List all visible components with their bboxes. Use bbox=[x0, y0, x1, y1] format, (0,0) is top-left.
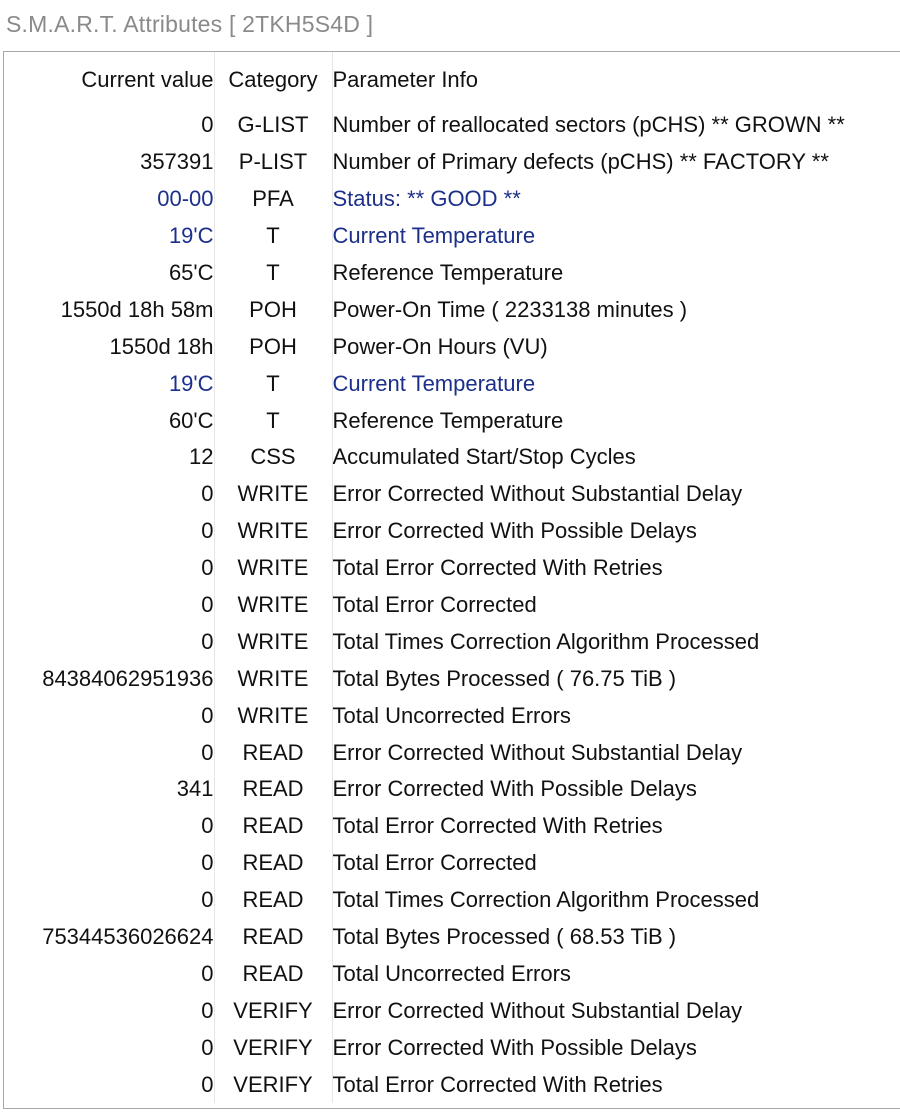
cell-category: READ bbox=[214, 771, 332, 808]
table-row[interactable] bbox=[4, 697, 899, 734]
cell-current-value: 12 bbox=[4, 439, 214, 476]
table-row[interactable] bbox=[4, 587, 899, 624]
cell-category: WRITE bbox=[214, 660, 332, 697]
cell-parameter-info: Reference Temperature bbox=[332, 407, 564, 433]
cell-parameter-info: Reference Temperature bbox=[332, 260, 564, 285]
cell-current-value: 1550d 18h bbox=[4, 328, 214, 365]
cell-category: READ bbox=[214, 919, 332, 956]
table-row[interactable] bbox=[4, 771, 899, 808]
cell-current-value: 0 bbox=[4, 476, 214, 513]
column-header-category[interactable]: Category bbox=[214, 52, 332, 107]
cell-category: READ bbox=[214, 845, 332, 882]
cell-parameter-info: Total Error Corrected With Retries bbox=[332, 1071, 663, 1097]
table-row[interactable] bbox=[4, 255, 899, 292]
table-row[interactable] bbox=[4, 439, 899, 476]
table-row[interactable] bbox=[4, 107, 899, 144]
cell-current-value: 0 bbox=[4, 845, 214, 882]
table-body bbox=[4, 107, 899, 1103]
cell-parameter-info: Total Bytes Processed ( 68.53 TiB ) bbox=[332, 924, 677, 950]
cell-category: WRITE bbox=[214, 550, 332, 587]
cell-parameter-info: Total Times Correction Algorithm Processed bbox=[332, 628, 760, 654]
cell-category: WRITE bbox=[214, 587, 332, 624]
cell-category: P-LIST bbox=[214, 144, 332, 181]
cell-current-value: 75344536026624 bbox=[4, 919, 214, 956]
table-row[interactable] bbox=[4, 291, 899, 328]
cell-parameter-info: Error Corrected With Possible Delays bbox=[332, 518, 697, 544]
column-header-parameter-info[interactable]: Parameter Info bbox=[332, 66, 479, 92]
table-row[interactable] bbox=[4, 144, 899, 181]
cell-current-value: 65'C bbox=[4, 255, 214, 292]
table-row[interactable] bbox=[4, 181, 899, 218]
cell-parameter-info: Total Uncorrected Errors bbox=[332, 960, 571, 986]
cell-current-value: 00-00 bbox=[4, 181, 214, 218]
cell-current-value: 0 bbox=[4, 1029, 214, 1066]
table-row[interactable] bbox=[4, 845, 899, 882]
cell-parameter-info: Total Error Corrected bbox=[332, 850, 537, 876]
cell-category: READ bbox=[214, 955, 332, 992]
cell-current-value: 0 bbox=[4, 808, 214, 845]
cell-parameter-info: Error Corrected Without Substantial Delay bbox=[332, 739, 743, 765]
cell-category: VERIFY bbox=[214, 1066, 332, 1103]
table-row[interactable] bbox=[4, 550, 899, 587]
table-row[interactable] bbox=[4, 513, 899, 550]
cell-parameter-info: Number of Primary defects (pCHS) ** FACTORY ** bbox=[332, 149, 829, 175]
table-row[interactable] bbox=[4, 955, 899, 992]
table-row[interactable] bbox=[4, 218, 899, 255]
table-row[interactable] bbox=[4, 1029, 899, 1066]
cell-parameter-info: Total Times Correction Algorithm Processed bbox=[332, 887, 760, 913]
cell-parameter-info: Error Corrected With Possible Delays bbox=[332, 1034, 697, 1060]
cell-parameter-info: Current Temperature bbox=[332, 370, 536, 396]
cell-current-value: 0 bbox=[4, 1066, 214, 1103]
cell-parameter-info: Total Error Corrected With Retries bbox=[332, 813, 663, 839]
cell-current-value: 19'C bbox=[4, 365, 214, 402]
cell-parameter-info: Status: ** GOOD ** bbox=[332, 186, 521, 212]
cell-parameter-info: Total Bytes Processed ( 76.75 TiB ) bbox=[332, 665, 677, 691]
cell-category: T bbox=[214, 218, 332, 255]
cell-category: READ bbox=[214, 808, 332, 845]
cell-current-value: 357391 bbox=[4, 144, 214, 181]
cell-current-value: 84384062951936 bbox=[4, 660, 214, 697]
cell-category: READ bbox=[214, 882, 332, 919]
cell-parameter-info: Power-On Hours (VU) bbox=[332, 333, 548, 359]
cell-category: PFA bbox=[214, 181, 332, 218]
table-row[interactable] bbox=[4, 1066, 899, 1103]
cell-parameter-info: Total Error Corrected With Retries bbox=[332, 555, 663, 581]
smart-attributes-table bbox=[4, 52, 899, 1103]
cell-category: POH bbox=[214, 328, 332, 365]
cell-parameter-info: Number of reallocated sectors (pCHS) ** GROWN ** bbox=[332, 112, 845, 138]
table-row[interactable] bbox=[4, 476, 899, 513]
cell-category: WRITE bbox=[214, 476, 332, 513]
table-row[interactable] bbox=[4, 919, 899, 956]
table-row[interactable] bbox=[4, 402, 899, 439]
cell-parameter-info: Current Temperature bbox=[332, 223, 536, 249]
cell-parameter-info: Total Uncorrected Errors bbox=[332, 702, 571, 728]
table-row[interactable] bbox=[4, 882, 899, 919]
table-header-row bbox=[4, 52, 899, 107]
cell-parameter-info: Error Corrected With Possible Delays bbox=[332, 776, 697, 802]
cell-category: WRITE bbox=[214, 623, 332, 660]
cell-parameter-info: Total Error Corrected bbox=[332, 592, 537, 618]
cell-current-value: 0 bbox=[4, 697, 214, 734]
cell-category: T bbox=[214, 402, 332, 439]
cell-category: T bbox=[214, 365, 332, 402]
table-row[interactable] bbox=[4, 623, 899, 660]
cell-current-value: 1550d 18h 58m bbox=[4, 291, 214, 328]
cell-current-value: 0 bbox=[4, 734, 214, 771]
cell-current-value: 341 bbox=[4, 771, 214, 808]
smart-attributes-list[interactable] bbox=[3, 51, 900, 1109]
cell-current-value: 60'C bbox=[4, 402, 214, 439]
cell-current-value: 0 bbox=[4, 882, 214, 919]
column-header-current-value[interactable]: Current value bbox=[4, 52, 214, 107]
cell-current-value: 0 bbox=[4, 513, 214, 550]
cell-parameter-info: Accumulated Start/Stop Cycles bbox=[332, 444, 636, 470]
table-row[interactable] bbox=[4, 328, 899, 365]
table-row[interactable] bbox=[4, 734, 899, 771]
cell-current-value: 0 bbox=[4, 550, 214, 587]
cell-parameter-info: Error Corrected Without Substantial Delay bbox=[332, 481, 743, 507]
cell-category: WRITE bbox=[214, 513, 332, 550]
cell-category: VERIFY bbox=[214, 992, 332, 1029]
table-row[interactable] bbox=[4, 992, 899, 1029]
table-row[interactable] bbox=[4, 365, 899, 402]
cell-category: VERIFY bbox=[214, 1029, 332, 1066]
cell-category: WRITE bbox=[214, 697, 332, 734]
cell-category: POH bbox=[214, 291, 332, 328]
cell-current-value: 0 bbox=[4, 623, 214, 660]
cell-current-value: 0 bbox=[4, 107, 214, 144]
table-row[interactable] bbox=[4, 660, 899, 697]
cell-current-value: 0 bbox=[4, 587, 214, 624]
cell-current-value: 19'C bbox=[4, 218, 214, 255]
cell-parameter-info: Power-On Time ( 2233138 minutes ) bbox=[332, 296, 688, 322]
cell-category: CSS bbox=[214, 439, 332, 476]
cell-category: T bbox=[214, 255, 332, 292]
cell-category: G-LIST bbox=[214, 107, 332, 144]
cell-category: READ bbox=[214, 734, 332, 771]
cell-current-value: 0 bbox=[4, 992, 214, 1029]
cell-parameter-info: Error Corrected Without Substantial Delay bbox=[332, 997, 743, 1023]
table-row[interactable] bbox=[4, 808, 899, 845]
window-title: S.M.A.R.T. Attributes [ 2TKH5S4D ] bbox=[6, 11, 374, 37]
cell-current-value: 0 bbox=[4, 955, 214, 992]
